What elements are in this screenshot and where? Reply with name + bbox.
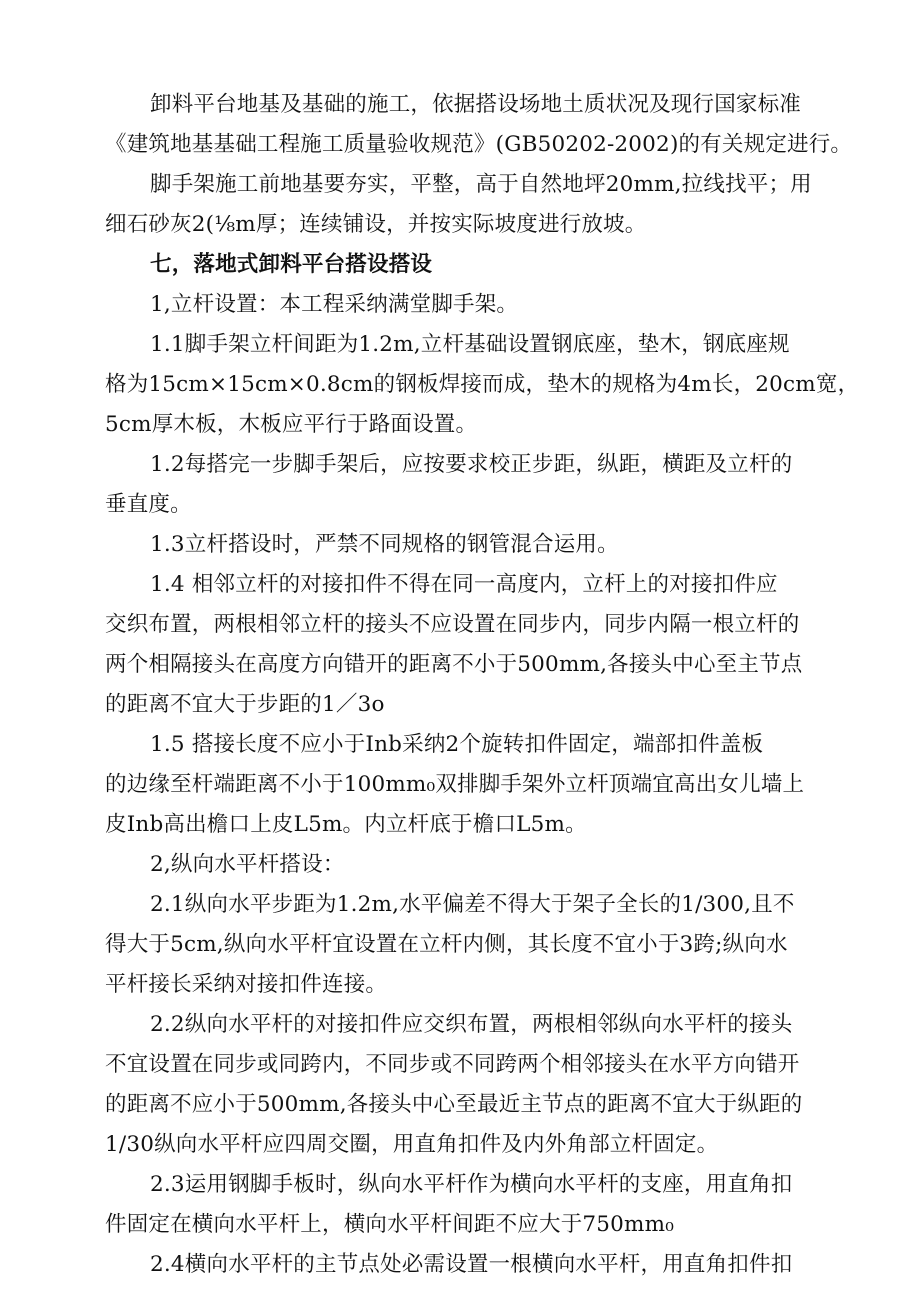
text-line: 件固定在横向水平杆上，横向水平杆间距不应大于750mm₀ (105, 1212, 675, 1237)
text-line: 5cm厚木板，木板应平行于路面设置。 (105, 412, 478, 437)
text-line: 交织布置，两根相邻立杆的接头不应设置在同步内，同步内隔一根立杆的 (105, 612, 800, 637)
text-line: 2.1纵向水平步距为1.2m,水平偏差不得大于架子全长的1/300,且不 (150, 892, 795, 917)
text-line: 1.5 搭接长度不应小于Inb采纳2个旋转扣件固定，端部扣件盖板 (150, 732, 764, 757)
text-line: 的距离不应小于500mm,各接头中心至最近主节点的距离不宜大于纵距的 (105, 1092, 803, 1117)
text-line: 两个相隔接头在高度方向错开的距离不小于500mm,各接头中心至主节点 (105, 652, 803, 677)
text-line: 2.2纵向水平杆的对接扣件应交织布置，两根相邻纵向水平杆的接头 (150, 1012, 793, 1037)
text-line: 得大于5cm,纵向水平杆宜设置在立杆内侧，其长度不宜小于3跨;纵向水 (105, 932, 788, 957)
text-line: 不宜设置在同步或同跨内，不同步或不同跨两个相邻接头在水平方向错开 (105, 1052, 800, 1077)
text-line: 2.4横向水平杆的主节点处必需设置一根横向水平杆，用直角扣件扣 (150, 1252, 793, 1277)
text-line: 的距离不宜大于步距的1／3o (105, 692, 385, 717)
text-line: 格为15cm×15cm×0.8cm的钢板焊接而成，垫木的规格为4m长，20cm宽， (105, 372, 860, 397)
text-line: 1.3立杆搭设时，严禁不同规格的钢管混合运用。 (150, 532, 619, 557)
text-line: 1.1脚手架立杆间距为1.2m,立杆基础设置钢底座，垫木，钢底座规 (150, 332, 790, 357)
text-line: 1.2每搭完一步脚手架后，应按要求校正步距，纵距，横距及立杆的 (150, 452, 793, 477)
text-line: 垂直度。 (105, 492, 192, 517)
text-line: 卸料平台地基及基础的施工，依据搭设场地土质状况及现行国家标准 (150, 92, 802, 117)
text-line: 《建筑地基基础工程施工质量验收规范》(GB50202-2002)的有关规定进行。 (105, 132, 853, 157)
text-line: 脚手架施工前地基要夯实，平整，高于自然地坪20mm,拉线找平；用 (150, 172, 812, 197)
text-line: 的边缘至杆端距离不小于100mm₀双排脚手架外立杆顶端宜高出女儿墙上 (105, 772, 805, 797)
text-line: 1/30纵向水平杆应四周交圈，用直角扣件及内外角部立杆固定。 (105, 1132, 719, 1157)
text-line: 2.3运用钢脚手板时，纵向水平杆作为横向水平杆的支座，用直角扣 (150, 1172, 793, 1197)
text-line: 2,纵向水平杆搭设： (150, 852, 345, 877)
text-line: 细石砂灰2(⅛m厚；连续铺设，并按实际坡度进行放坡。 (105, 212, 647, 237)
text-line: 平杆接长采纳对接扣件连接。 (105, 972, 388, 997)
text-line: 皮Inb高出檐口上皮L5m。内立杆底于檐口L5m。 (105, 812, 587, 837)
text-line: 1,立杆设置：本工程采纳满堂脚手架。 (150, 292, 519, 317)
section-heading: 七，落地式卸料平台搭设搭设 (150, 252, 433, 277)
text-line: 1.4 相邻立杆的对接扣件不得在同一高度内，立杆上的对接扣件应 (150, 572, 778, 597)
